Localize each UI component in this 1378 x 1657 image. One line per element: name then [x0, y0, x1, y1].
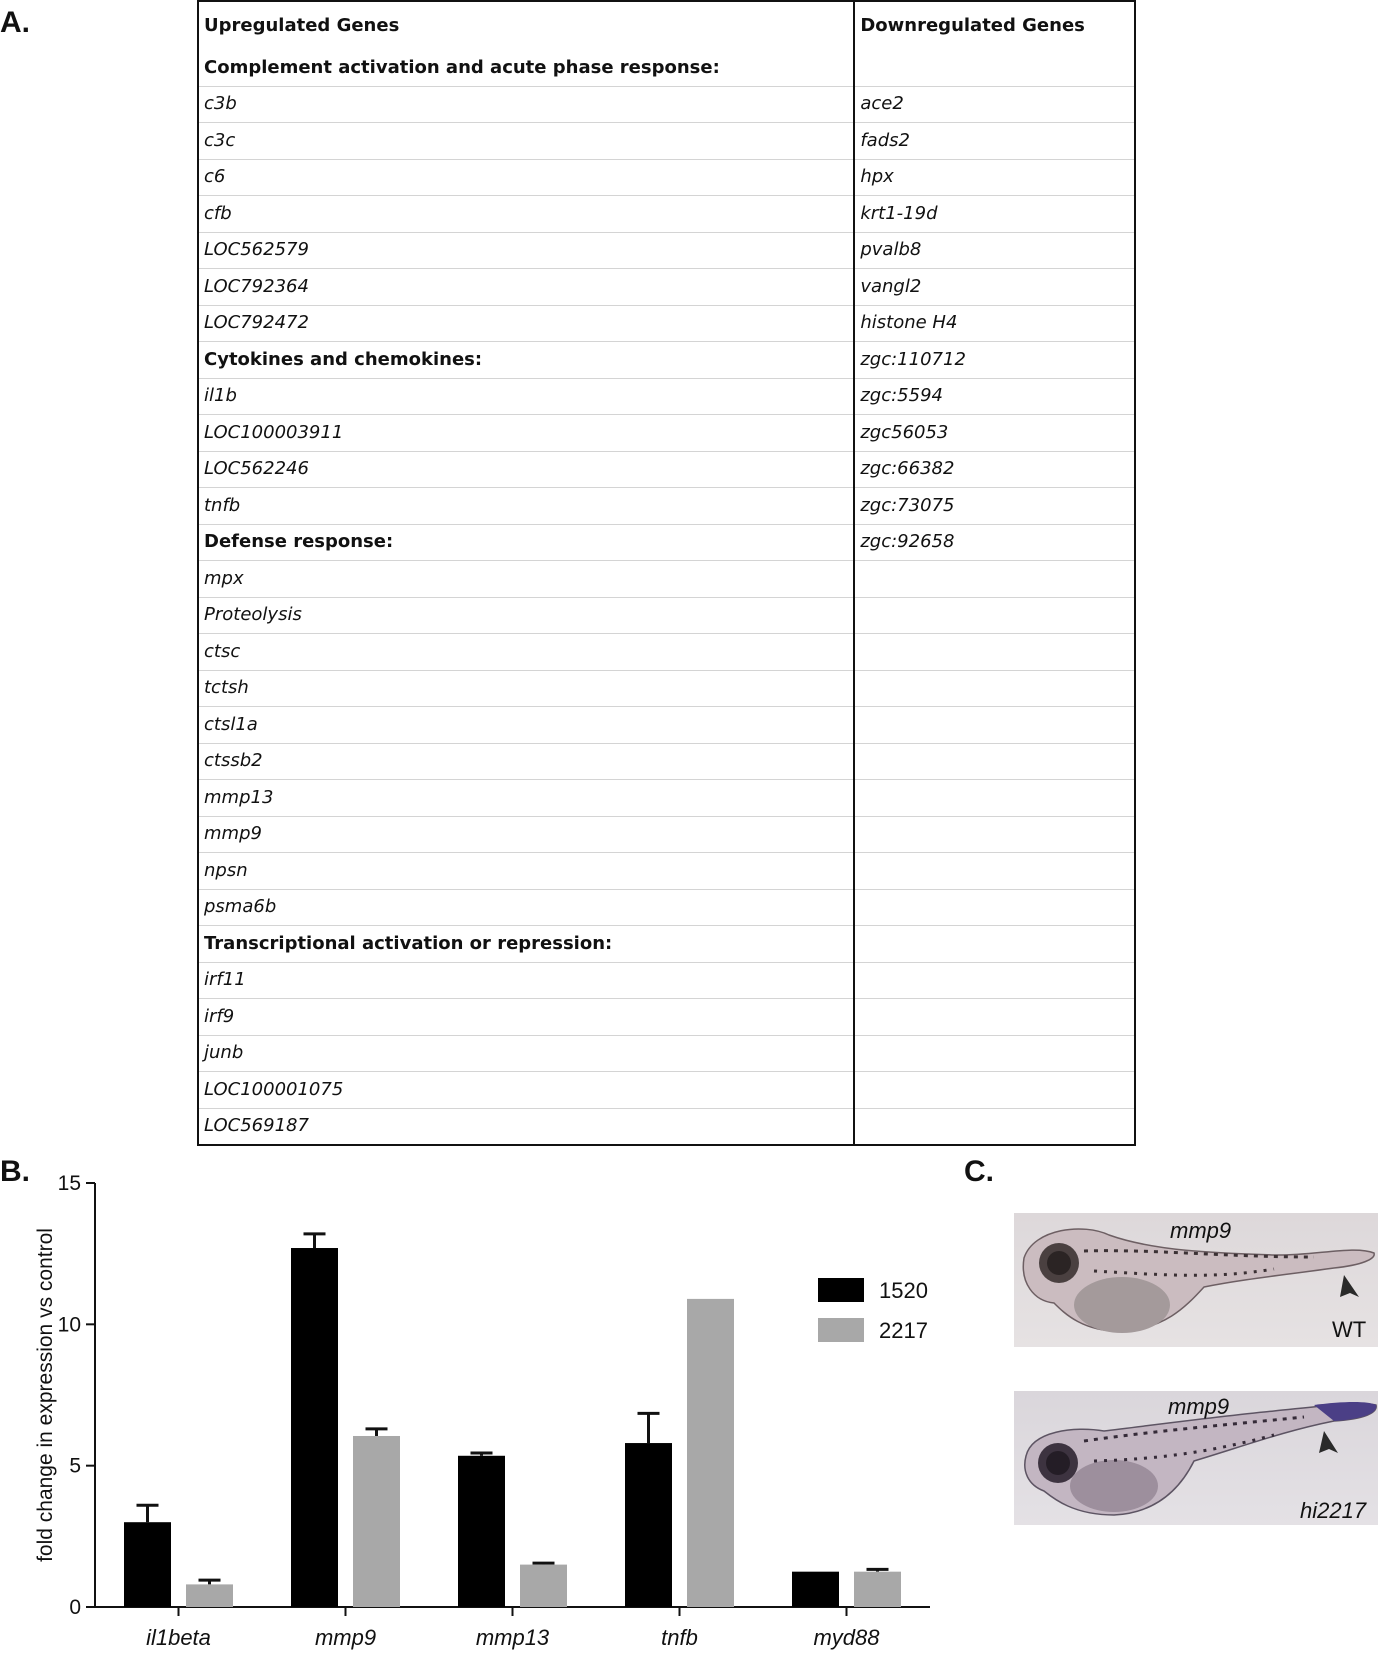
table-row [198, 597, 1135, 634]
upregulated-gene-cell: psma6b [198, 889, 854, 926]
downregulated-gene-cell: ace2 [854, 86, 1135, 123]
y-axis-label: fold change in expression vs control [34, 1228, 57, 1562]
downregulated-gene-cell [854, 561, 1135, 598]
gene-label-wt: mmp9 [1170, 1218, 1232, 1243]
upregulated-gene-cell: LOC100001075 [198, 1072, 854, 1109]
table-row [198, 853, 1135, 890]
gene-table [197, 0, 1136, 1146]
table-row [198, 743, 1135, 780]
downregulated-gene-cell [854, 889, 1135, 926]
upregulated-gene-cell: c3b [198, 86, 854, 123]
bar-1520-il1beta [124, 1522, 171, 1607]
genotype-label-wt: WT [1332, 1317, 1367, 1342]
x-tick-label: mmp13 [475, 1625, 550, 1650]
column-header-downregulated: Downregulated Genes [860, 15, 1085, 36]
upregulated-gene-cell: mpx [198, 561, 854, 598]
upregulated-gene-cell: ctsl1a [198, 707, 854, 744]
table-row [198, 999, 1135, 1036]
table-row [198, 561, 1135, 598]
downregulated-gene-cell [854, 999, 1135, 1036]
x-tick-label: tnfb [661, 1625, 698, 1650]
bar-1520-mmp13 [458, 1456, 505, 1607]
downregulated-gene-cell [854, 1035, 1135, 1072]
downregulated-gene-cell: histone H4 [854, 305, 1135, 342]
panel-label-c: C. [964, 1155, 994, 1188]
genotype-label-hi2217: hi2217 [1300, 1498, 1367, 1523]
bar-1520-myd88 [792, 1572, 839, 1607]
table-row [198, 780, 1135, 817]
downregulated-gene-cell [854, 780, 1135, 817]
table-row [198, 451, 1135, 488]
legend-swatch [818, 1318, 864, 1342]
table-row [198, 269, 1135, 306]
downregulated-gene-cell: fads2 [854, 123, 1135, 160]
upregulated-gene-cell: LOC792472 [198, 305, 854, 342]
table-row [198, 488, 1135, 525]
category-heading: Cytokines and chemokines: [198, 342, 854, 379]
upregulated-gene-cell: irf11 [198, 962, 854, 999]
table-row [198, 50, 1135, 86]
upregulated-gene-cell: mmp13 [198, 780, 854, 817]
bar-chart [0, 1150, 960, 1657]
column-header-upregulated: Upregulated Genes [198, 1, 854, 50]
upregulated-gene-cell: npsn [198, 853, 854, 890]
table-row [198, 670, 1135, 707]
bar-2217-tnfb [687, 1299, 734, 1607]
table-row [198, 816, 1135, 853]
downregulated-gene-cell [854, 670, 1135, 707]
y-tick-label: 5 [69, 1454, 81, 1478]
legend-label: 2217 [879, 1318, 928, 1343]
upregulated-gene-cell: irf9 [198, 999, 854, 1036]
panel-label-a: A. [0, 6, 30, 39]
y-tick-label: 15 [57, 1172, 81, 1195]
downregulated-gene-cell: krt1-19d [854, 196, 1135, 233]
downregulated-gene-cell [854, 962, 1135, 999]
downregulated-gene-cell [854, 597, 1135, 634]
downregulated-gene-cell [854, 853, 1135, 890]
bar-2217-mmp9 [353, 1436, 400, 1607]
upregulated-gene-cell: tnfb [198, 488, 854, 525]
table-row [198, 1072, 1135, 1109]
table-row [198, 305, 1135, 342]
downregulated-gene-cell: zgc:73075 [854, 488, 1135, 525]
upregulated-gene-cell: ctsc [198, 634, 854, 671]
table-row [198, 378, 1135, 415]
bar-1520-mmp9 [291, 1248, 338, 1607]
downregulated-gene-cell: zgc:92658 [854, 524, 1135, 561]
category-heading: Defense response: [198, 524, 854, 561]
table-row [198, 123, 1135, 160]
upregulated-gene-cell: LOC569187 [198, 1108, 854, 1145]
downregulated-gene-cell [854, 634, 1135, 671]
downregulated-gene-cell [854, 743, 1135, 780]
downregulated-gene-cell: pvalb8 [854, 232, 1135, 269]
x-tick-label: myd88 [813, 1625, 880, 1650]
upregulated-gene-cell: Proteolysis [198, 597, 854, 634]
table-row [198, 1035, 1135, 1072]
y-tick-label: 0 [69, 1596, 81, 1619]
gene-table-body [198, 50, 1135, 1145]
upregulated-gene-cell: LOC562246 [198, 451, 854, 488]
upregulated-gene-cell: LOC562579 [198, 232, 854, 269]
upregulated-gene-cell: c6 [198, 159, 854, 196]
upregulated-gene-cell: c3c [198, 123, 854, 160]
table-header-row [198, 1, 1135, 50]
x-tick-label: il1beta [146, 1625, 211, 1650]
downregulated-gene-cell: zgc:5594 [854, 378, 1135, 415]
bar-2217-mmp13 [520, 1565, 567, 1607]
bar-1520-tnfb [625, 1443, 672, 1607]
table-row [198, 196, 1135, 233]
downregulated-gene-cell: hpx [854, 159, 1135, 196]
upregulated-gene-cell: il1b [198, 378, 854, 415]
upregulated-gene-cell: tctsh [198, 670, 854, 707]
upregulated-gene-cell: mmp9 [198, 816, 854, 853]
downregulated-gene-cell [854, 1072, 1135, 1109]
table-row [198, 889, 1135, 926]
upregulated-gene-cell: cfb [198, 196, 854, 233]
table-row [198, 926, 1135, 963]
panel-label-b: B. [0, 1155, 30, 1188]
downregulated-gene-cell [854, 707, 1135, 744]
category-heading: Transcriptional activation or repression: [198, 926, 854, 963]
table-row [198, 524, 1135, 561]
upregulated-gene-cell: LOC792364 [198, 269, 854, 306]
gene-label-hi2217: mmp9 [1168, 1394, 1230, 1419]
downregulated-gene-cell: zgc56053 [854, 415, 1135, 452]
upregulated-gene-cell: ctssb2 [198, 743, 854, 780]
y-tick-label: 10 [57, 1313, 81, 1337]
table-row [198, 232, 1135, 269]
legend-swatch [818, 1278, 864, 1302]
bar-2217-il1beta [186, 1584, 233, 1607]
table-row [198, 707, 1135, 744]
downregulated-gene-cell: zgc:110712 [854, 342, 1135, 379]
table-row [198, 415, 1135, 452]
table-row [198, 159, 1135, 196]
upregulated-gene-cell: junb [198, 1035, 854, 1072]
table-row [198, 962, 1135, 999]
downregulated-gene-cell: zgc:66382 [854, 451, 1135, 488]
category-heading: Complement activation and acute phase response: [198, 50, 854, 86]
table-row [198, 1108, 1135, 1145]
table-row [198, 342, 1135, 379]
downregulated-gene-cell [854, 816, 1135, 853]
table-row [198, 634, 1135, 671]
x-tick-label: mmp9 [314, 1625, 377, 1650]
upregulated-gene-cell: LOC100003911 [198, 415, 854, 452]
downregulated-gene-cell [854, 50, 1135, 86]
downregulated-gene-cell: vangl2 [854, 269, 1135, 306]
table-row [198, 86, 1135, 123]
downregulated-gene-cell [854, 1108, 1135, 1145]
legend-label: 1520 [879, 1278, 928, 1303]
bar-2217-myd88 [854, 1572, 901, 1607]
downregulated-gene-cell [854, 926, 1135, 963]
